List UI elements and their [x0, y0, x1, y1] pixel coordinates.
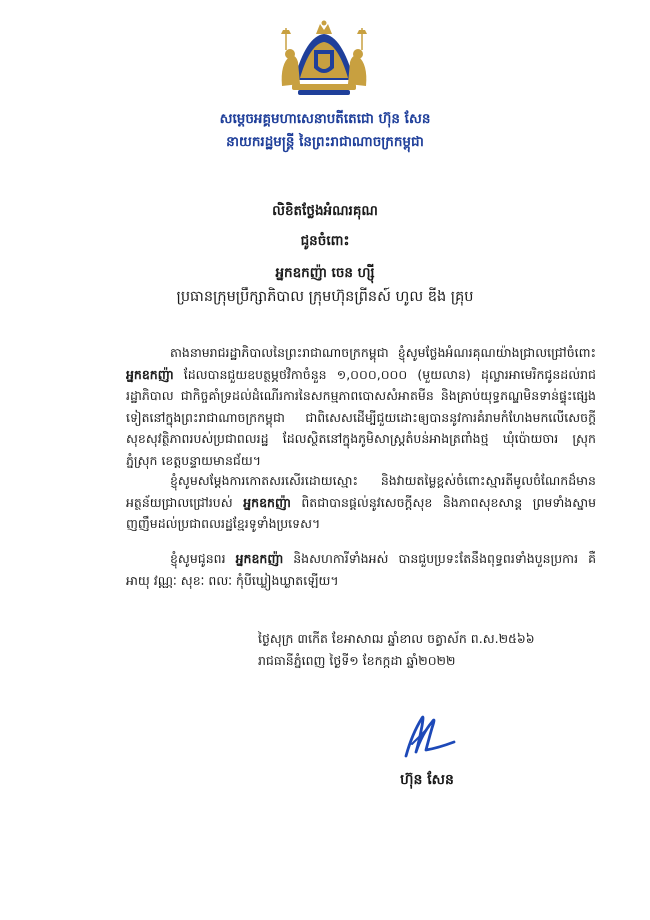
recipient-position: ប្រធានក្រុមប្រឹក្សាភិបាល ក្រុមហ៊ុនព្រីនស៍ ហូល ឌីង គ្រុប: [176, 289, 474, 305]
paragraph-3-text-c: និងសហការីទាំងអស់ បានជួបប្រទះតែនឹងពុទ្ធពរទាំងបួនប្រការ គឺ អាយុ វណ្ណៈ សុខៈ ពលៈ កុំបីឃ្លៀងឃ្លាតឡើយ។: [126, 551, 596, 588]
paragraph-1: [126, 342, 596, 471]
paragraph-1-text-c: ដែលបានជួយឧបត្ថម្ភថវិកាចំនួន ១,០០០,០០០ (មួយលាន) ដុល្លារអាមេរិកជូនដល់រាជរដ្ឋាភិបាល ជាកិច្ចគាំទ្រដល់ដំណើរការនៃសកម្មភាពបោសសំអាតមីន និងគ្រាប់យុទ្ធភណ្ឌមិនទាន់ផ្ទុះផ្សេងទៀតនៅក្នុងព្រះរាជាណាចក្រកម្ពុជា ជាពិសេសដើម្បីជួយដោះឲ្យបាននូវការគំរាមកំហែងមកលើសេចក្តីសុខសុវត្ថិភាពរបស់ប្រជាពលរដ្ឋ ដែលស្ថិតនៅក្នុងភូមិសាស្ត្រតំបន់អាងត្រពាំងថ្ម ឃុំប៉ោយចារ ស្រុកភ្នំស្រុក ខេត្តបន្ទាយមានជ័យ។: [126, 366, 596, 468]
royal-emblem-icon: [276, 20, 372, 98]
paragraph-2-text-c: ពិតជាបានផ្តល់នូវសេចក្តីសុខ និងភាពសុខសាន្ត ព្រមទាំងស្នាមញញឹមដល់ប្រជាពលរដ្ឋខ្មែរទូទាំងប្រទេស។: [126, 494, 597, 531]
letter-date: [258, 628, 535, 672]
paragraph-2: [126, 470, 596, 535]
paragraph-2-recipient: អ្នកឧកញ៉ា: [243, 494, 291, 510]
header-name: សម្តេចអគ្គមហាសេនាបតីតេជោ ហ៊ុន សែន: [219, 111, 431, 127]
lunar-date: ថ្ងៃសុក្រ ៣កើត ខែអាសាឍ ឆ្នាំខាល ចត្វាស័ក ព.ស.២៥៦៦: [258, 631, 535, 646]
solar-date: រាជធានីភ្នំពេញ ថ្ងៃទី១ ខែកក្កដា ឆ្នាំ២០២២: [258, 653, 456, 668]
paragraph-1-recipient: អ្នកឧកញ៉ា: [126, 366, 174, 382]
paragraph-3: [126, 548, 596, 591]
signer-name: ហ៊ុន សែន: [400, 772, 454, 788]
letter-title: លិខិតថ្លែងអំណរគុណ: [272, 203, 378, 219]
paragraph-1-text-a: តាងនាមរាជរដ្ឋាភិបាលនៃព្រះរាជាណាចក្រកម្ពុជា ខ្ញុំសូមថ្លែងអំណរគុណយ៉ាងជ្រាលជ្រៅចំពោះ: [170, 345, 596, 360]
letter-to: ជូនចំពោះ: [300, 233, 350, 249]
header-title: នាយករដ្ឋមន្ត្រី នៃព្រះរាជាណាចក្រកម្ពុជា: [226, 134, 424, 150]
recipient-name: អ្នកឧកញ៉ា ចេន ហ្ស៊ី: [275, 265, 375, 281]
paragraph-2-text-a: ខ្ញុំសូមសម្តែងការកោតសរសើរដោយស្មោះ និងវាយតម្លៃខ្ពស់ចំពោះស្មារតីមូលចំណែកដ៏មានអត្ថន័យជ្រាលជ្រៅរបស់: [126, 473, 596, 510]
signature-icon: [392, 704, 462, 764]
paragraph-3-text-a: ខ្ញុំសូមជូនពរ: [170, 551, 236, 566]
paragraph-3-recipient: អ្នកឧកញ៉ា: [235, 551, 284, 566]
